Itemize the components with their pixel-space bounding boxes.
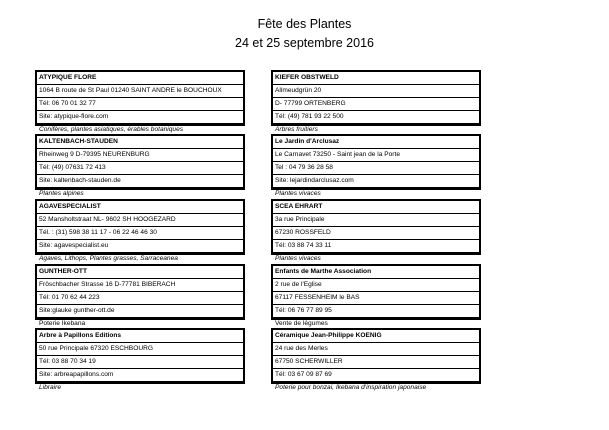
exhibitor-line-3: 67117 FESSENHEIM le BAS [273,292,479,305]
exhibitor-line-3: 67750 SCHERWILLER [273,356,479,369]
exhibitor-address: 3a rue Principale [273,214,479,227]
exhibitor-phone: Tél. : (31) 598 38 11 17 - 06 22 46 46 30 [37,227,243,240]
exhibitor-line-3: D- 77799 ORTENBERG [273,98,479,111]
exhibitor-phone: Tél: 06 70 01 32 77 [37,98,243,111]
exhibitor-category: Plantes alpines [39,190,84,197]
exhibitor-category: Arbres fruitiers [275,126,318,133]
exhibitor-name: Le Jardin d'Arclusaz [273,136,479,149]
exhibitor-card [35,70,245,133]
exhibitor-site: Site: agavespecialist.eu [37,240,243,253]
exhibitor-category: Libraire [39,384,61,391]
exhibitor-phone: Tel : 04 79 36 28 58 [273,162,479,175]
exhibitor-address: Allmeudgrün 20 [273,85,479,98]
exhibitor-category: Poterie pour bonzai, Ikebana d'inspiration japonaise [275,384,427,391]
exhibitor-name: KIEFER OBSTWELD [273,72,479,85]
exhibitor-card [271,70,481,133]
event-dates: 24 et 25 septembre 2016 [235,36,374,50]
exhibitor-category: Plantes vivaces [275,255,321,262]
exhibitor-phone: Tél: (49) 07631 72 413 [37,162,243,175]
exhibitor-line-4: Tél: (49) 781 93 22 500 [273,111,479,124]
exhibitor-line-4: Tél: 03 67 09 87 69 [273,369,479,382]
exhibitor-name: Enfants de Marthe Association [273,266,479,279]
exhibitor-name: Arbre à Papillons Editions [37,330,243,343]
exhibitor-site: Site: kaltenbach-stauden.de [37,175,243,188]
exhibitor-address: Rheinweg 9 D-79395 NEURENBURG [37,149,243,162]
exhibitor-name: KALTENBACH-STAUDEN [37,136,243,149]
exhibitor-site: Site: lejardindarclusaz.com [273,175,479,188]
exhibitor-category: Plantes vivaces [275,190,321,197]
exhibitor-phone: Tél: 03 88 70 34 19 [37,356,243,369]
exhibitor-name: ATYPIQUE FLORE [37,72,243,85]
exhibitor-site: Site: arbreapapillons.com [37,369,243,382]
exhibitor-category: Vente de légumes [275,320,328,327]
exhibitor-line-4: Tél: 06 76 77 89 95 [273,305,479,318]
exhibitor-name: GUNTHER-OTT [37,266,243,279]
exhibitor-phone: Tél: 01 70 62 44 223 [37,292,243,305]
exhibitor-category: Conifères, plantes asiatiques, érables botaniques [39,126,184,133]
exhibitor-category: Poterie Ikebana [39,320,86,327]
exhibitor-address: 52 Mansholtstraat NL- 9602 SH HOOGEZARD [37,214,243,227]
exhibitor-card [35,199,245,262]
exhibitor-category: Agaves, Lithops, Plantes grasses, Sarraceanea [39,255,178,262]
exhibitor-card [271,328,481,391]
exhibitor-line-4: Tél: 03 88 74 33 11 [273,240,479,253]
exhibitor-card [271,199,481,262]
exhibitor-name: Céramique Jean-Philippe KOENIG [273,330,479,343]
exhibitor-card [35,328,245,391]
exhibitor-site: Site:glauke gunther-ott.de [37,305,243,318]
exhibitor-name: SCEA EHRART [273,201,479,214]
exhibitor-address: 1064 B route de St Paul 01240 SAINT ANDRE le BOUCHOUX [37,85,243,98]
exhibitor-address: 24 rue des Merles [273,343,479,356]
exhibitor-card [271,264,481,327]
exhibitor-address: Le Carnavet 73250 - Saint jean de la Porte [273,149,479,162]
page-title: Fête des Plantes [257,17,352,31]
exhibitor-address: 50 rue Principale 67320 ESCHBOURG [37,343,243,356]
exhibitor-card [35,264,245,327]
exhibitor-address: Fröschbacher Strasse 16 D-77781 BIBERACH [37,279,243,292]
exhibitor-line-3: 67230 ROSSFELD [273,227,479,240]
exhibitor-address: 2 rue de l'Eglise [273,279,479,292]
exhibitor-card [271,134,481,197]
exhibitor-card [35,134,245,197]
exhibitor-name: AGAVESPECIALIST [37,201,243,214]
exhibitor-site: Site: atypique-flore.com [37,111,243,124]
